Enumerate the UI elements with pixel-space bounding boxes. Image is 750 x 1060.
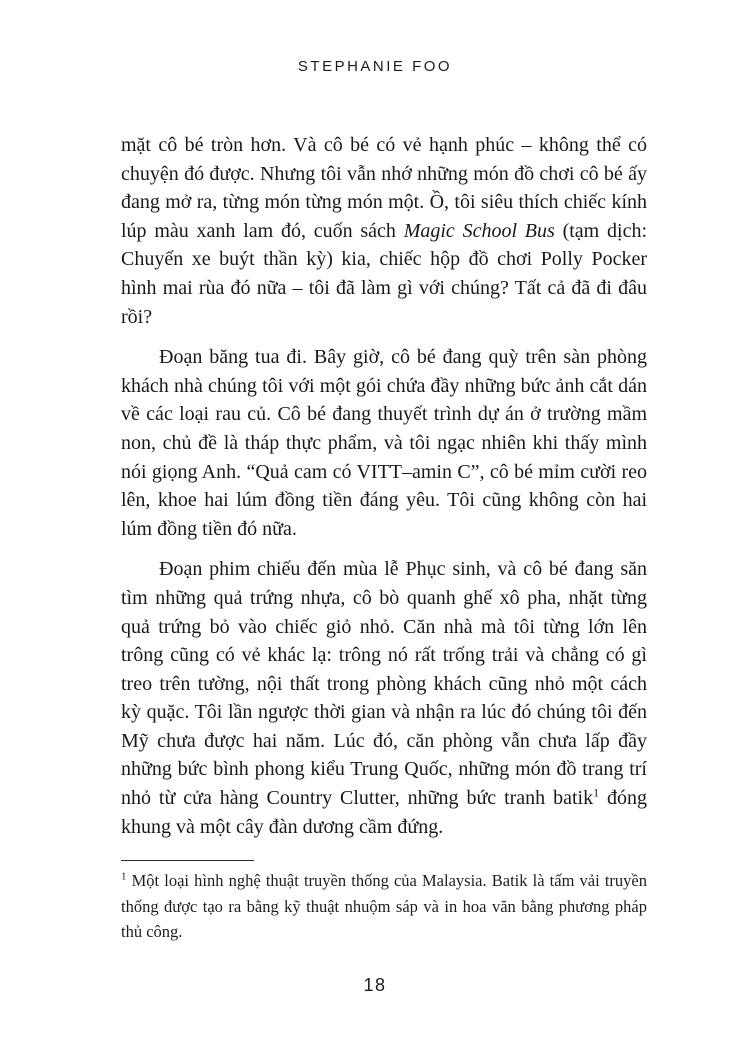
- footnote-text: Một loại hình nghệ thuật truyền thống của Malaysia. Batik là tấm vải truyền thống được tạo ra bằng kỹ thuật nhuộm sáp và in hoa văn bằng phương pháp thủ công.: [121, 871, 647, 941]
- footnote-marker: 1: [121, 870, 127, 883]
- paragraph-1-text: mặt cô bé tròn hơn. Và cô bé có vẻ hạnh phúc – không thể có chuyện đó được. Nhưng tôi vẫn nhớ những món đồ chơi cô bé ấy đang mở ra, từng món từng món một. Ồ, tôi siêu thích chiếc kính lúp màu xanh lam đó, cuốn sách: [121, 134, 647, 242]
- paragraph-3-text: Đoạn phim chiếu đến mùa lễ Phục sinh, và cô bé đang săn tìm những quả trứng nhựa, cô bò quanh ghế xô pha, nhặt từng quả trứng bỏ vào chiếc giỏ nhỏ. Căn nhà mà tôi từng lớn lên trông cũng có vẻ khác lạ: trông nó rất trống trải và chẳng có gì treo trên tường, nội thất trong phòng khách cũng nhỏ một cách kỳ quặc. Tôi lần ngược thời gian và nhận ra lúc đó chúng tôi đến Mỹ chưa được hai năm. Lúc đó, căn phòng vẫn chưa lấp đầy những bức bình phong kiểu Trung Quốc, những món đồ trang trí nhỏ từ cửa hàng Country Clutter, những bức tranh batik: [121, 558, 647, 810]
- footnote: [121, 868, 647, 945]
- page-number: 18: [363, 975, 387, 995]
- paragraph-2: Đoạn băng tua đi. Bây giờ, cô bé đang quỳ trên sàn phòng khách nhà chúng tôi với một gói chứa đầy những bức ảnh cắt dán về các loại rau củ. Cô bé đang thuyết trình dự án ở trường mầm non, chủ đề là tháp thực phẩm, và tôi ngạc nhiên khi thấy mình nói giọng Anh. “Quả cam có VITT–amin C”, cô bé mỉm cười reo lên, khoe hai lúm đồng tiền đáng yêu. Tôi cũng không còn hai lúm đồng tiền đó nữa.: [121, 346, 647, 540]
- book-title-italic: Magic School Bus: [403, 219, 555, 242]
- footnote-divider: [121, 860, 254, 861]
- paragraph-1-text-continued: (tạm dịch: Chuyến xe buýt thần kỳ) kia, chiếc hộp đồ chơi Polly Pocker hình mai rùa đó nữa – tôi đã làm gì với chúng? Tất cả đã đi đâu rồi?: [121, 219, 648, 328]
- footnote-area: [121, 860, 647, 945]
- running-header: STEPHANIE FOO: [297, 58, 453, 75]
- paragraph-1: [121, 131, 647, 331]
- paragraph-3-text-continued: đóng khung và một cây đàn dương cầm đứng.: [121, 787, 648, 838]
- paragraph-3: [121, 555, 647, 841]
- footnote-reference: 1: [593, 785, 600, 800]
- body-text: [121, 131, 647, 841]
